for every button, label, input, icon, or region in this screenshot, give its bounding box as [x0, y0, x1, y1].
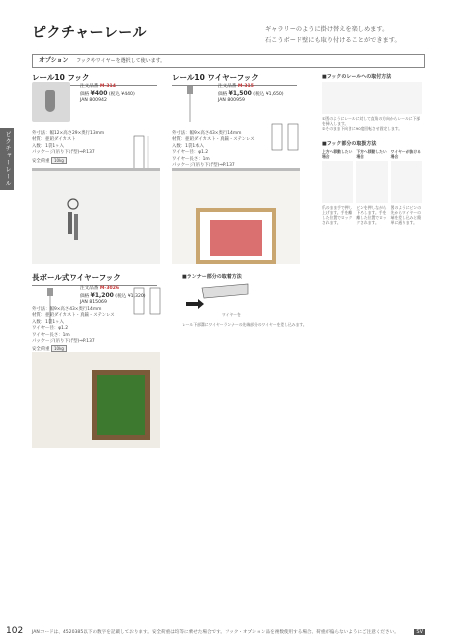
spec-line: パッケージ(吊り下げ型)⇒P.137: [32, 150, 95, 156]
specs-3: 外寸法：幅9×高さ43×奥行14mm 材質：亜鉛ダイカスト・真鍮・ステンレス 入数：1袋1ヶ入 ワイヤー径：φ1.2 ワイヤー長さ：1m パッケージ(吊り下げ型)⇒P.137 安全荷重 10kg: [32, 307, 157, 354]
option-bar: [32, 54, 425, 68]
photo-hook-usage: [32, 168, 160, 264]
spec-line: 入数：1袋1本入: [172, 143, 204, 149]
runner-note: レール下部溝にワイヤーランナーの先端部分のワイヤーを差し込みます。: [182, 322, 307, 327]
page-title: ピクチャーレール: [32, 25, 148, 41]
product-codes-2: 注文品番 M-315 価格 ¥1,500 (税込 ¥1,650) JAN 800959: [218, 84, 284, 104]
price: ¥1,500: [228, 89, 252, 97]
spec-line: パッケージ(吊り下げ型)⇒P.137: [32, 339, 95, 345]
tagline-line-1: ギャラリーのように掛け替えを楽しめます。: [265, 26, 389, 33]
picture-art: [210, 220, 262, 256]
product-codes-1: 注文品番 M-314 価格 ¥400 (税込 ¥440) JAN 800942: [80, 84, 135, 104]
price: ¥1,200: [90, 291, 114, 299]
spec-line: ワイヤー径：φ1.2: [32, 326, 69, 332]
spec-line: 外寸法：幅9×高さ43×奥行14mm: [32, 307, 102, 312]
spec-line: ワイヤー長さ：1m: [172, 156, 210, 162]
rail-mount-title: ■フックのレールへの取付方法: [322, 74, 392, 80]
jan-code: 800959: [227, 98, 245, 104]
jan-code: 800942: [89, 98, 107, 104]
adjust-col-wire: ワイヤーが抜ける場合 図のようにピンの先からワイヤーの端を差し込みと簡単に通ります。: [390, 149, 422, 225]
price-tax: (税込 ¥1,320): [115, 293, 146, 299]
tagline: [265, 24, 425, 46]
wire-hook-icon: [180, 84, 200, 124]
adjust-col-down: 下方へ移動したい場合 ピンを押しながら下ろします。手を離した位置でロックされます。: [356, 149, 387, 225]
adjust-col-up: 上方へ移動したい場合 爪のまま手で押し上げます。手を離した位置でロックされます。: [322, 149, 353, 225]
specs-1: 外寸法：幅12×高さ29×奥行13mm 材質：亜鉛ダイカスト 入数：1袋1ヶ入 パッケージ(吊り下げ型)⇒P.137 安全荷重 10kg: [32, 131, 152, 165]
hook-icon: [45, 90, 55, 112]
long-ball-hook-drawing: [130, 284, 166, 324]
spec-line: 入数：1袋1ヶ入: [32, 143, 64, 149]
safety-load: 10kg: [51, 345, 67, 352]
price-tax: (税込 ¥440): [108, 91, 135, 97]
photo-rail: [32, 168, 160, 171]
spec-line: ワイヤー径：φ1.2: [172, 150, 209, 156]
order-code: M-314: [99, 84, 116, 89]
adjust-columns: [322, 149, 422, 225]
runner-diagram: [182, 282, 252, 318]
spec-line: パッケージ(吊り下げ型)⇒P.137: [172, 163, 235, 169]
jan-code: 815069: [89, 300, 107, 306]
adjust-title: ■フック部分の取扱方法: [322, 141, 377, 147]
order-code: M-315: [237, 84, 254, 89]
keys-icon: [58, 196, 88, 246]
runner-title: ■ランナー部分の取着方法: [182, 274, 242, 280]
spec-line: 材質：亜鉛ダイカスト・真鍮・ステンレス: [32, 313, 115, 319]
option-text: フックやワイヤーを選択して使います。: [76, 58, 166, 64]
green-plant-frame: [92, 370, 150, 440]
page-number: 102: [6, 626, 24, 636]
price: ¥400: [90, 89, 108, 97]
spec-line: 入数：1袋1ヶ入: [32, 319, 64, 325]
price-tax: (税込 ¥1,650): [253, 91, 284, 97]
safety-load: 10kg: [51, 157, 67, 164]
order-code: M-3026: [99, 286, 120, 291]
product-title: レール10 ワイヤーフック: [172, 72, 297, 86]
side-tab: ピクチャーレール: [0, 128, 14, 190]
spec-line: ワイヤー長さ：1m: [32, 332, 70, 338]
photo-rail-2: [172, 168, 300, 171]
option-label: オプション: [39, 57, 69, 64]
spec-line: 材質：亜鉛ダイカスト・真鍮・ステンレス: [172, 137, 255, 143]
footer-badge: SV: [416, 629, 423, 635]
product-codes-3: 注文品番 M-3026 価格 ¥1,200 (税込 ¥1,320) JAN 815069: [80, 286, 146, 306]
product-title: 長ボール式ワイヤーフック: [32, 272, 157, 286]
spec-line: 材質：亜鉛ダイカスト: [32, 137, 76, 143]
runner-label: ワイヤーを: [222, 312, 241, 317]
rail-mount-diagram: [322, 82, 422, 114]
product-title: レール10 フック: [32, 72, 157, 86]
rail-mount-notes: ①図のようにレールに対して直角の方向からレールに下部を挿入します。 ②そのまま下向きに90度回転させ固定します。: [322, 116, 421, 131]
footer-note: JANコードは、4520385以下の数字を記載しております。安全荷重は均等に乗せた場合です。フック・オプション品を複数使用する場合、荷重が偏らないようにご注意ください。: [32, 630, 399, 635]
tagline-line-2: 石こうボード壁にも取り付けることができます。: [265, 37, 401, 44]
spec-line: 外寸法：幅9×高さ43×奥行14mm: [172, 131, 242, 136]
wire-hook-drawing: [268, 120, 304, 160]
spec-line: 外寸法：幅12×高さ29×奥行13mm: [32, 131, 105, 136]
